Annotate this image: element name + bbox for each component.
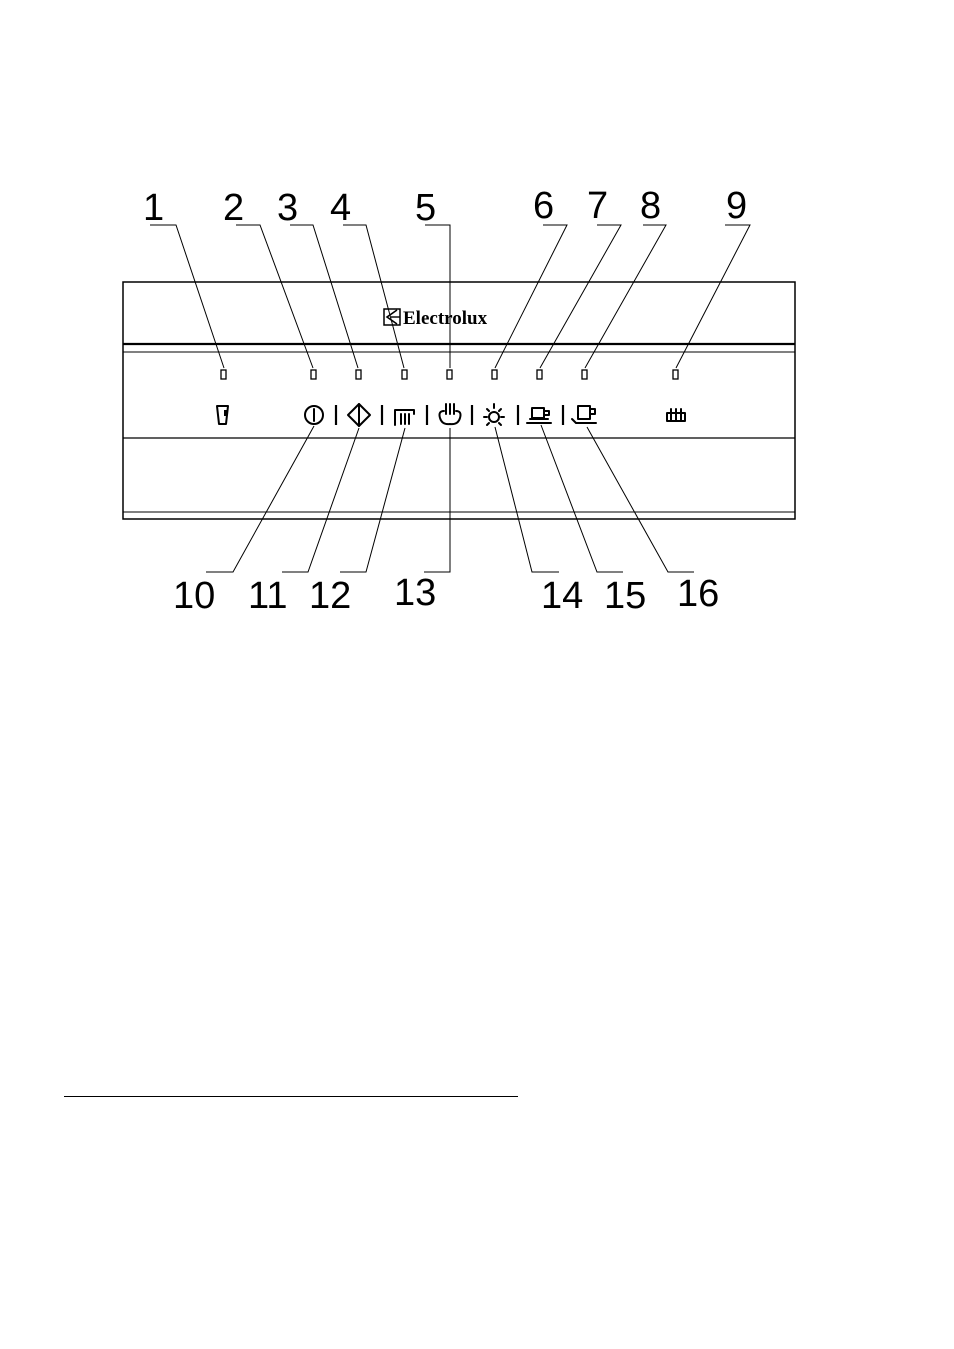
led-prewash: [402, 370, 407, 379]
led-normal: [537, 370, 542, 379]
label-6: 6: [533, 185, 555, 227]
label-13: 13: [394, 572, 437, 614]
led-start: [356, 370, 361, 379]
label-8: 8: [640, 185, 662, 227]
indicator-leds: [221, 370, 678, 379]
panel-icons: [217, 404, 685, 426]
intensive-wash-icon[interactable]: [440, 404, 461, 424]
bottom-leader-lines: [206, 425, 694, 572]
quick-wash-icon[interactable]: [572, 406, 596, 423]
label-14: 14: [541, 575, 584, 617]
led-rinse-aid: [673, 370, 678, 379]
label-3: 3: [277, 187, 299, 229]
led-salt: [221, 370, 226, 379]
salt-refill-icon: [217, 406, 228, 424]
label-15: 15: [604, 575, 647, 617]
bottom-number-labels: [173, 572, 719, 617]
label-4: 4: [330, 187, 352, 229]
label-7: 7: [587, 185, 609, 227]
footnote-rule: [64, 1096, 518, 1097]
economy-icon[interactable]: [484, 404, 504, 425]
led-power: [311, 370, 316, 379]
top-number-labels: [143, 185, 747, 229]
rinse-aid-icon: [667, 409, 685, 421]
label-16: 16: [677, 573, 720, 615]
label-12: 12: [309, 575, 352, 617]
start-icon[interactable]: [348, 404, 370, 426]
label-11: 11: [248, 575, 288, 617]
label-5: 5: [415, 187, 437, 229]
label-1: 1: [143, 187, 165, 229]
led-economy: [492, 370, 497, 379]
brand-name: Electrolux: [403, 308, 488, 329]
label-10: 10: [173, 575, 216, 617]
label-2: 2: [223, 187, 245, 229]
prewash-icon[interactable]: [395, 410, 414, 425]
top-leader-lines: [150, 225, 750, 368]
normal-wash-icon[interactable]: [527, 408, 551, 423]
led-quick: [582, 370, 587, 379]
brand-logo: [384, 308, 488, 329]
label-9: 9: [726, 185, 748, 227]
power-icon[interactable]: [305, 406, 323, 424]
led-intensive: [447, 370, 452, 379]
